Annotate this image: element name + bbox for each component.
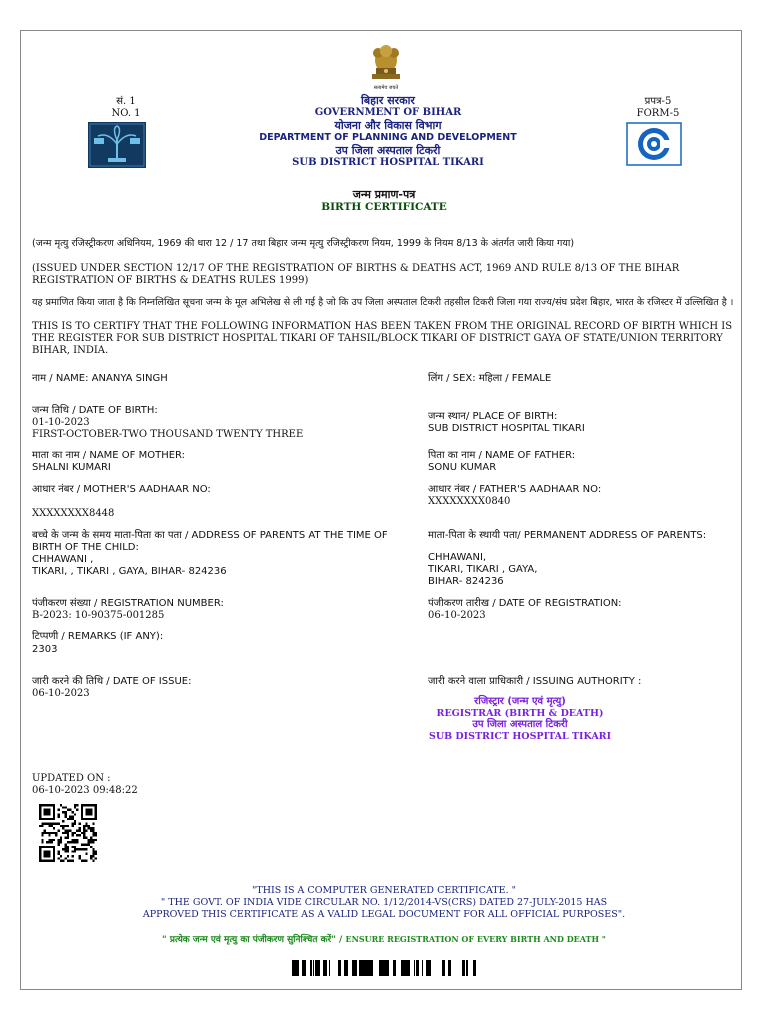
name-label: नाम / NAME:: [32, 373, 92, 384]
registrar-title-hindi: रजिस्ट्रार (जन्म एवं मृत्यु): [474, 696, 566, 707]
state-name: GOVERNMENT OF BIHAR: [314, 107, 462, 118]
updated-on: 06-10-2023 09:48:22: [32, 785, 138, 796]
form-number-hindi: प्रपत्र-5: [644, 96, 672, 107]
address-at-birth-label: बच्चे के जन्म के समय माता-पिता का पता / ADDRESS OF PARENTS AT THE TIME OF BIRTH OF THE CHILD:: [32, 530, 388, 553]
mother-aadhaar-label: आधार नंबर / MOTHER'S AADHAAR NO:: [32, 484, 211, 495]
authority-office-hindi: उप जिला अस्पताल टिकरी: [472, 719, 568, 730]
permanent-address-label: माता-पिता के स्थायी पता/ PERMANENT ADDRESS OF PARENTS:: [428, 530, 707, 541]
state-name-hindi: बिहार सरकार: [361, 94, 415, 107]
crs-logo: [626, 122, 682, 166]
registration-number: B-2023: 10-90375-001285: [32, 610, 165, 621]
issued-under: (ISSUED UNDER SECTION 12/17 OF THE REGISTRATION OF BIRTHS & DEATHS ACT, 1969 AND RULE 8/13 OF THE BIHAR REGISTRATION OF BIRTHS & DEATHS RULES 1999): [32, 263, 680, 286]
mother-name-label: माता का नाम / NAME OF MOTHER:: [32, 450, 186, 461]
serial-number-hindi: सं. 1: [116, 96, 136, 107]
slogan-hindi: " प्रत्येक जन्म एवं मृत्यु का पंजीकरण सुनिश्चित करें" /: [162, 935, 343, 945]
registrar-title: REGISTRAR (BIRTH & DEATH): [436, 708, 604, 719]
emblem-motto: सत्यमेव जयते: [373, 85, 399, 91]
permanent-address-line-3: BIHAR- 824236: [428, 576, 504, 587]
barcode-icon: [292, 960, 476, 976]
bihar-logo: [88, 122, 146, 168]
govt-circular-note-1: " THE GOVT. OF INDIA VIDE CIRCULAR NO. 1/12/2014-VS(CRS) DATED 27-JULY-2015 HAS: [160, 897, 608, 908]
pob-label: जन्म स्थान/ PLACE OF BIRTH:: [428, 411, 558, 422]
address-at-birth-line-2: TIKARI, , TIKARI , GAYA, BIHAR- 824236: [32, 566, 227, 577]
lion-capital-icon: [366, 44, 406, 82]
mother-aadhaar: XXXXXXXX8448: [32, 508, 115, 519]
mother-name: SHALNI KUMARI: [32, 462, 111, 473]
qr-code-icon: [38, 804, 98, 862]
certify-statement-hindi: यह प्रमाणित किया जाता है कि निम्नलिखित सूचना जन्म के मूल अभिलेख से ली गई है जो कि उप जिला अस्पताल टिकरी तहसील टिकरी जिला गया राज्य/संघ प्रदेश बिहार, भारत के रजिस्टर में उल्लिखित है ।: [32, 297, 734, 308]
place-of-birth: SUB DISTRICT HOSPITAL TIKARI: [428, 423, 585, 434]
office-name-hindi: उप जिला अस्पताल टिकरी: [335, 144, 441, 157]
issuing-authority-block: [420, 696, 620, 742]
certify-statement: THIS IS TO CERTIFY THAT THE FOLLOWING INFORMATION HAS BEEN TAKEN FROM THE ORIGINAL RECORD OF BIRTH WHICH IS THE REGISTER FOR SUB DISTRICT HOSPITAL TIKARI OF TAHSIL/BLOCK TIKARI OF DISTRICT GAYA OF STATE/UNION TERRITORY BIHAR, INDIA.: [32, 321, 733, 356]
issued-under-hindi: (जन्म मृत्यु रजिस्ट्रीकरण अधिनियम, 1969 की धारा 12 / 17 तथा बिहार जन्म मृत्यु रजिस्ट्रीकरण नियम, 1999 के नियम 8/13 के अंतर्गत जारी किया गया): [32, 238, 575, 249]
child-name: ANANYA SINGH: [91, 373, 168, 384]
remarks: 2303: [32, 644, 58, 655]
department-name-hindi: योजना और विकास विभाग: [334, 119, 442, 132]
slogan: ENSURE REGISTRATION OF EVERY BIRTH AND DEATH ": [345, 934, 606, 944]
father-aadhaar-label: आधार नंबर / FATHER'S AADHAAR NO:: [428, 484, 602, 495]
father-name: SONU KUMAR: [428, 462, 497, 473]
authority-office: SUB DISTRICT HOSPITAL TIKARI: [428, 731, 612, 742]
barcode: [292, 960, 476, 976]
child-sex: महिला / FEMALE: [478, 373, 552, 384]
date-of-birth-words: FIRST-OCTOBER-TWO THOUSAND TWENTY THREE: [32, 429, 304, 440]
certificate-title: BIRTH CERTIFICATE: [321, 201, 447, 213]
permanent-address-line-2: TIKARI, TIKARI , GAYA,: [428, 564, 538, 575]
computer-generated-note: "THIS IS A COMPUTER GENERATED CERTIFICATE. ": [252, 885, 516, 896]
govt-circular-note-2: APPROVED THIS CERTIFICATE AS A VALID LEGAL DOCUMENT FOR ALL OFFICIAL PURPOSES".: [142, 909, 626, 920]
qr-code: [38, 804, 98, 862]
registration-date-label: पंजीकरण तारीख / DATE OF REGISTRATION:: [428, 598, 622, 609]
office-name: SUB DISTRICT HOSPITAL TIKARI: [292, 157, 484, 168]
form-number: FORM-5: [636, 108, 680, 119]
father-aadhaar: XXXXXXXX0840: [428, 496, 511, 507]
updated-on-label: UPDATED ON :: [32, 773, 111, 784]
issuing-authority-label: जारी करने वाला प्राधिकारी / ISSUING AUTHORITY :: [428, 676, 642, 687]
certificate-title-hindi: जन्म प्रमाण-पत्र: [352, 188, 416, 201]
registration-number-label: पंजीकरण संख्या / REGISTRATION NUMBER:: [32, 598, 224, 609]
father-name-label: पिता का नाम / NAME OF FATHER:: [428, 450, 576, 461]
national-emblem: [366, 44, 406, 90]
permanent-address-line-1: CHHAWANI,: [428, 552, 487, 563]
date-of-birth: 01-10-2023: [32, 417, 90, 428]
address-at-birth-line-1: CHHAWANI ,: [32, 554, 94, 565]
date-of-issue: 06-10-2023: [32, 688, 90, 699]
department-name: DEPARTMENT OF PLANNING AND DEVELOPMENT: [259, 132, 517, 143]
date-of-issue-label: जारी करने की तिथि / DATE OF ISSUE:: [32, 676, 192, 687]
dob-label: जन्म तिथि / DATE OF BIRTH:: [32, 405, 158, 416]
crs-logo-icon: [626, 122, 682, 166]
sex-label: लिंग / SEX:: [428, 373, 479, 384]
remarks-label: टिप्पणी / REMARKS (IF ANY):: [32, 631, 164, 642]
bodhi-tree-logo-icon: [88, 122, 146, 168]
serial-number: NO. 1: [111, 108, 141, 119]
registration-date: 06-10-2023: [428, 610, 486, 621]
